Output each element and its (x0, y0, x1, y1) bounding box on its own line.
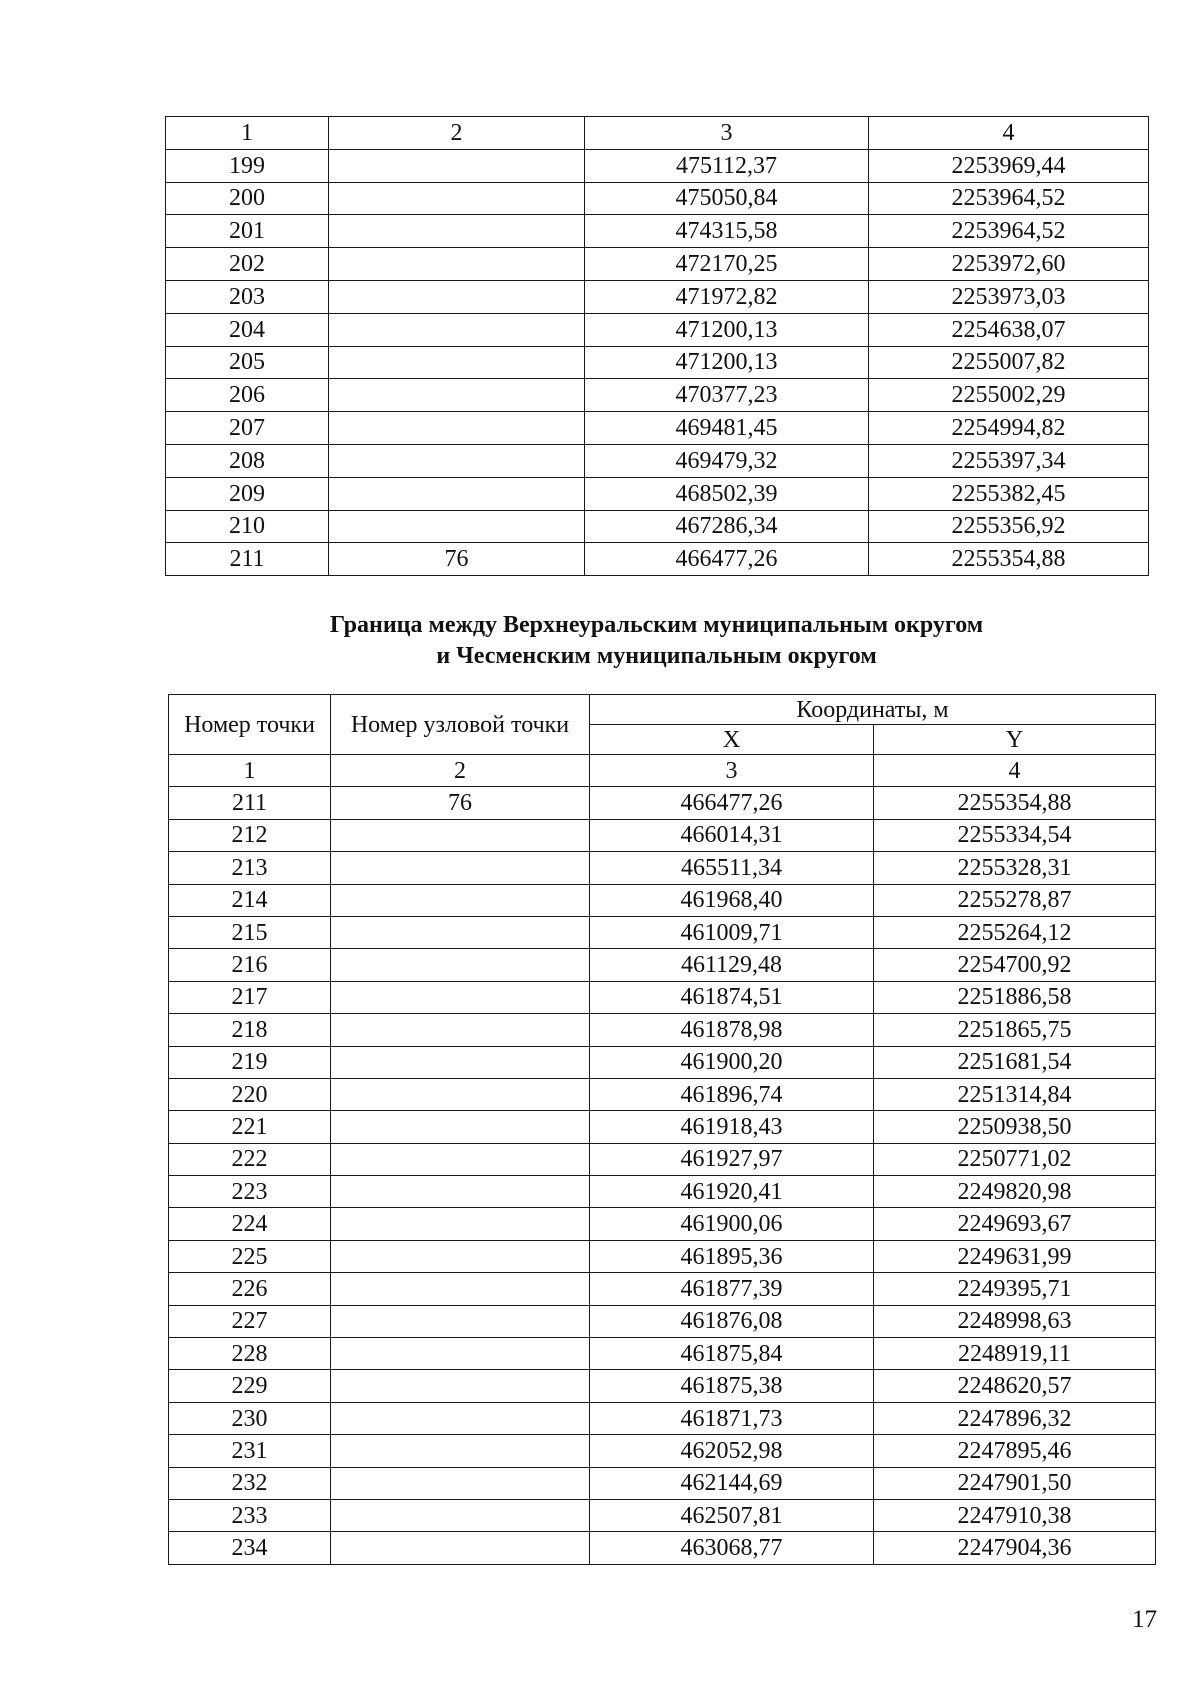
table-row (166, 149, 1149, 182)
table-row (169, 1273, 1156, 1305)
y-coordinate-cell: 2247904,36 (874, 1532, 1156, 1564)
node-point-cell (329, 248, 585, 281)
column-number: 4 (874, 755, 1156, 787)
y-coordinate-cell: 2249631,99 (874, 1240, 1156, 1272)
table-row (166, 248, 1149, 281)
column-number: 2 (331, 755, 590, 787)
y-coordinate-cell: 2255328,31 (874, 852, 1156, 884)
point-number-cell: 222 (169, 1143, 331, 1175)
y-coordinate-cell: 2248620,57 (874, 1370, 1156, 1402)
x-coordinate-cell: 462507,81 (590, 1499, 874, 1531)
x-coordinate-cell: 461896,74 (590, 1078, 874, 1110)
point-number-cell: 202 (166, 248, 329, 281)
x-coordinate-cell: 472170,25 (585, 248, 869, 281)
point-number-cell: 206 (166, 379, 329, 412)
point-number-cell: 227 (169, 1305, 331, 1337)
node-point-cell (331, 1208, 590, 1240)
point-number-cell: 216 (169, 949, 331, 981)
y-coordinate-cell: 2251314,84 (874, 1078, 1156, 1110)
table-header (169, 695, 1156, 755)
x-coordinate-cell: 475050,84 (585, 182, 869, 215)
point-number-cell: 211 (169, 787, 331, 819)
x-coordinate-cell: 469479,32 (585, 444, 869, 477)
x-coordinate-cell: 466014,31 (590, 819, 874, 851)
table-row (166, 313, 1149, 346)
point-number-cell: 211 (166, 543, 329, 576)
node-point-cell (329, 149, 585, 182)
column-number-row (166, 117, 1149, 150)
point-number-cell: 217 (169, 981, 331, 1013)
node-point-cell (331, 916, 590, 948)
x-coordinate-cell: 462052,98 (590, 1435, 874, 1467)
table-row (169, 1305, 1156, 1337)
y-coordinate-cell: 2251886,58 (874, 981, 1156, 1013)
point-number-cell: 200 (166, 182, 329, 215)
node-point-cell (331, 1078, 590, 1110)
point-number-cell: 221 (169, 1111, 331, 1143)
point-number-cell: 226 (169, 1273, 331, 1305)
point-number-cell: 212 (169, 819, 331, 851)
y-coordinate-cell: 2255354,88 (869, 543, 1149, 576)
section-title-line: Граница между Верхнеуральским муниципальным округом (329, 612, 984, 638)
x-coordinate-cell: 471200,13 (585, 346, 869, 379)
x-coordinate-cell: 461877,39 (590, 1273, 874, 1305)
point-number-cell: 219 (169, 1046, 331, 1078)
node-point-cell (329, 444, 585, 477)
y-coordinate-cell: 2250771,02 (874, 1143, 1156, 1175)
x-coordinate-cell: 461895,36 (590, 1240, 874, 1272)
y-coordinate-cell: 2255382,45 (869, 477, 1149, 510)
y-coordinate-cell: 2248998,63 (874, 1305, 1156, 1337)
node-point-cell (331, 1338, 590, 1370)
y-coordinate-cell: 2255356,92 (869, 510, 1149, 543)
node-point-cell: 76 (329, 543, 585, 576)
x-coordinate-cell: 470377,23 (585, 379, 869, 412)
y-coordinate-cell: 2247910,38 (874, 1499, 1156, 1531)
y-coordinate-cell: 2250938,50 (874, 1111, 1156, 1143)
table-row (166, 215, 1149, 248)
node-point-cell (329, 510, 585, 543)
table-row (169, 1046, 1156, 1078)
point-number-cell: 234 (169, 1532, 331, 1564)
column-number: 2 (329, 117, 585, 150)
table-row (169, 1176, 1156, 1208)
y-coordinate-cell: 2249820,98 (874, 1176, 1156, 1208)
y-coordinate-cell: 2251681,54 (874, 1046, 1156, 1078)
node-point-cell (329, 346, 585, 379)
table-row (169, 1208, 1156, 1240)
node-point-number-header: Номер узловой точки (331, 695, 590, 755)
column-number: 3 (585, 117, 869, 150)
x-coordinate-cell: 466477,26 (590, 787, 874, 819)
table-row (166, 412, 1149, 445)
x-coordinate-cell: 461878,98 (590, 1014, 874, 1046)
y-coordinate-cell: 2253964,52 (869, 215, 1149, 248)
node-point-cell (329, 379, 585, 412)
table-row (169, 1499, 1156, 1531)
y-coordinate-cell: 2247896,32 (874, 1402, 1156, 1434)
y-coordinate-cell: 2247895,46 (874, 1435, 1156, 1467)
x-coordinate-cell: 461927,97 (590, 1143, 874, 1175)
table-body (169, 755, 1156, 1565)
x-coordinate-cell: 461918,43 (590, 1111, 874, 1143)
y-coordinate-cell: 2253973,03 (869, 280, 1149, 313)
table-row (169, 1370, 1156, 1402)
point-number-cell: 205 (166, 346, 329, 379)
column-number: 4 (869, 117, 1149, 150)
x-coordinate-cell: 461900,06 (590, 1208, 874, 1240)
x-header: X (590, 725, 874, 755)
node-point-cell (331, 1014, 590, 1046)
table-row (169, 949, 1156, 981)
point-number-cell: 204 (166, 313, 329, 346)
node-point-cell (329, 280, 585, 313)
x-coordinate-cell: 468502,39 (585, 477, 869, 510)
table-row (169, 1402, 1156, 1434)
node-point-cell (329, 182, 585, 215)
point-number-cell: 232 (169, 1467, 331, 1499)
point-number-cell: 209 (166, 477, 329, 510)
point-number-cell: 230 (169, 1402, 331, 1434)
x-coordinate-cell: 465511,34 (590, 852, 874, 884)
point-number-cell: 220 (169, 1078, 331, 1110)
node-point-cell: 76 (331, 787, 590, 819)
x-coordinate-cell: 469481,45 (585, 412, 869, 445)
point-number-cell: 218 (169, 1014, 331, 1046)
y-coordinate-cell: 2255007,82 (869, 346, 1149, 379)
y-coordinate-cell: 2255278,87 (874, 884, 1156, 916)
column-number-row (169, 755, 1156, 787)
table-row (169, 1532, 1156, 1564)
node-point-cell (329, 313, 585, 346)
y-coordinate-cell: 2251865,75 (874, 1014, 1156, 1046)
node-point-cell (331, 981, 590, 1013)
point-number-cell: 228 (169, 1338, 331, 1370)
node-point-cell (331, 1143, 590, 1175)
table-row (169, 1014, 1156, 1046)
x-coordinate-cell: 471200,13 (585, 313, 869, 346)
x-coordinate-cell: 466477,26 (585, 543, 869, 576)
x-coordinate-cell: 474315,58 (585, 215, 869, 248)
x-coordinate-cell: 467286,34 (585, 510, 869, 543)
node-point-cell (331, 819, 590, 851)
x-coordinate-cell: 461920,41 (590, 1176, 874, 1208)
y-coordinate-cell: 2253972,60 (869, 248, 1149, 281)
node-point-cell (331, 1176, 590, 1208)
node-point-cell (331, 1273, 590, 1305)
node-point-cell (331, 1402, 590, 1434)
node-point-cell (331, 1467, 590, 1499)
point-number-header: Номер точки (169, 695, 331, 755)
y-coordinate-cell: 2247901,50 (874, 1467, 1156, 1499)
node-point-cell (331, 1532, 590, 1564)
x-coordinate-cell: 471972,82 (585, 280, 869, 313)
y-coordinate-cell: 2255264,12 (874, 916, 1156, 948)
y-coordinate-cell: 2255334,54 (874, 819, 1156, 851)
y-coordinate-cell: 2255397,34 (869, 444, 1149, 477)
column-number: 3 (590, 755, 874, 787)
y-coordinate-cell: 2254700,92 (874, 949, 1156, 981)
boundary-coordinates-table (168, 694, 1156, 1565)
table-body (166, 117, 1149, 576)
table-row (169, 884, 1156, 916)
node-point-cell (331, 1499, 590, 1531)
y-coordinate-cell: 2255002,29 (869, 379, 1149, 412)
table-row (169, 1143, 1156, 1175)
x-coordinate-cell: 461968,40 (590, 884, 874, 916)
point-number-cell: 223 (169, 1176, 331, 1208)
y-header: Y (874, 725, 1156, 755)
x-coordinate-cell: 461875,38 (590, 1370, 874, 1402)
table-row (166, 280, 1149, 313)
node-point-cell (331, 1435, 590, 1467)
column-number: 1 (166, 117, 329, 150)
table-row (169, 916, 1156, 948)
node-point-cell (331, 1111, 590, 1143)
header-row (169, 695, 1156, 725)
table-row (166, 543, 1149, 576)
point-number-cell: 225 (169, 1240, 331, 1272)
y-coordinate-cell: 2253969,44 (869, 149, 1149, 182)
point-number-cell: 213 (169, 852, 331, 884)
y-coordinate-cell: 2253964,52 (869, 182, 1149, 215)
node-point-cell (329, 215, 585, 248)
table-row (166, 444, 1149, 477)
point-number-cell: 201 (166, 215, 329, 248)
page-number: 17 (1132, 1606, 1157, 1633)
node-point-cell (329, 412, 585, 445)
table-row (169, 1467, 1156, 1499)
table-row (169, 1078, 1156, 1110)
table-row (169, 787, 1156, 819)
point-number-cell: 229 (169, 1370, 331, 1402)
x-coordinate-cell: 461900,20 (590, 1046, 874, 1078)
x-coordinate-cell: 461874,51 (590, 981, 874, 1013)
table-row (169, 1435, 1156, 1467)
table-row (169, 819, 1156, 851)
table-row (166, 182, 1149, 215)
x-coordinate-cell: 461871,73 (590, 1402, 874, 1434)
table-row (166, 346, 1149, 379)
x-coordinate-cell: 461129,48 (590, 949, 874, 981)
table-row (169, 981, 1156, 1013)
x-coordinate-cell: 462144,69 (590, 1467, 874, 1499)
node-point-cell (331, 949, 590, 981)
x-coordinate-cell: 463068,77 (590, 1532, 874, 1564)
node-point-cell (331, 852, 590, 884)
node-point-cell (331, 884, 590, 916)
y-coordinate-cell: 2254638,07 (869, 313, 1149, 346)
point-number-cell: 214 (169, 884, 331, 916)
point-number-cell: 231 (169, 1435, 331, 1467)
table-row (166, 379, 1149, 412)
node-point-cell (329, 477, 585, 510)
section-title-line: и Чесменским муниципальным округом (436, 643, 877, 669)
node-point-cell (331, 1046, 590, 1078)
x-coordinate-cell: 475112,37 (585, 149, 869, 182)
y-coordinate-cell: 2248919,11 (874, 1338, 1156, 1370)
point-number-cell: 203 (166, 280, 329, 313)
y-coordinate-cell: 2249693,67 (874, 1208, 1156, 1240)
table-row (166, 477, 1149, 510)
table-row (169, 1338, 1156, 1370)
table-row (169, 1111, 1156, 1143)
point-number-cell: 215 (169, 916, 331, 948)
coordinates-table-continued (165, 116, 1149, 576)
point-number-cell: 199 (166, 149, 329, 182)
table-row (169, 1240, 1156, 1272)
section-title (165, 610, 1148, 672)
table-row (166, 510, 1149, 543)
y-coordinate-cell: 2254994,82 (869, 412, 1149, 445)
x-coordinate-cell: 461876,08 (590, 1305, 874, 1337)
point-number-cell: 207 (166, 412, 329, 445)
y-coordinate-cell: 2249395,71 (874, 1273, 1156, 1305)
node-point-cell (331, 1305, 590, 1337)
x-coordinate-cell: 461009,71 (590, 916, 874, 948)
point-number-cell: 224 (169, 1208, 331, 1240)
table-row (169, 852, 1156, 884)
x-coordinate-cell: 461875,84 (590, 1338, 874, 1370)
point-number-cell: 233 (169, 1499, 331, 1531)
coordinates-header: Координаты, м (590, 695, 1156, 725)
node-point-cell (331, 1240, 590, 1272)
point-number-cell: 208 (166, 444, 329, 477)
node-point-cell (331, 1370, 590, 1402)
y-coordinate-cell: 2255354,88 (874, 787, 1156, 819)
column-number: 1 (169, 755, 331, 787)
point-number-cell: 210 (166, 510, 329, 543)
